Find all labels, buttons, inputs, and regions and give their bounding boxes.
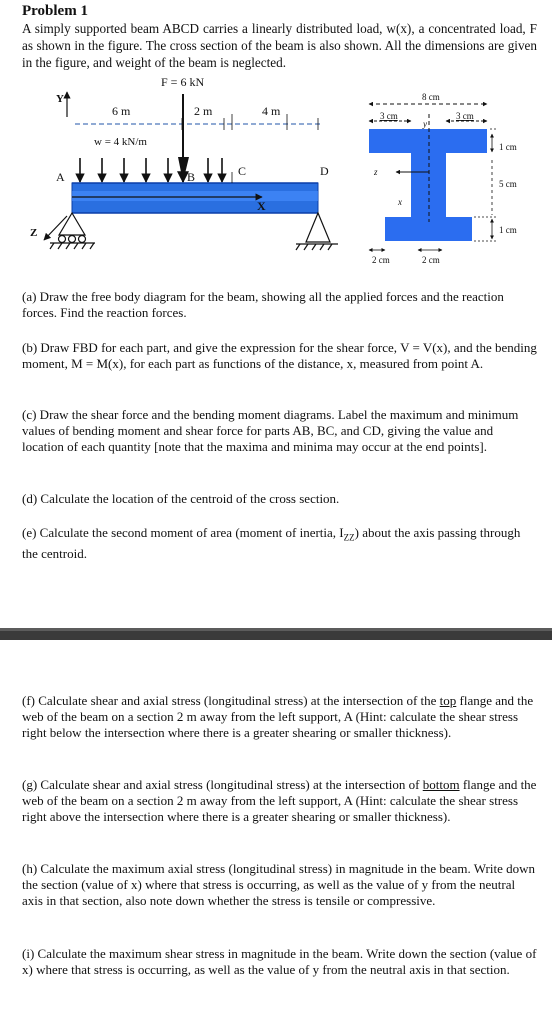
load-label: w = 4 kN/m — [94, 136, 147, 148]
dimension-line — [75, 104, 320, 130]
distributed-load-arrows — [80, 158, 222, 182]
pin-support-a — [50, 213, 95, 249]
problem-title: Problem 1 — [22, 3, 88, 19]
question-d: (d) Calculate the location of the centroid of the cross section. — [22, 491, 340, 506]
cross-section — [369, 92, 517, 265]
problem-intro: A simply supported beam ABCD carries a linearly distributed load, w(x), a concentrated load, F as shown in the figure. The cross section of the beam is also shown. All the dimensions are given in the figure, and weight of the beam is neglected. — [22, 21, 537, 70]
page-divider — [0, 628, 552, 640]
flange-width-label: 8 cm — [422, 92, 440, 102]
question-h: (h) Calculate the maximum axial stress (longitudinal stress) in magnitude in the beam. Write down the section (value of x) where that stress is occurring, as well as the value of y from the neutral axis in that section, also note down whether the stress is tensile or compressive. — [22, 861, 535, 908]
z-axis — [30, 216, 67, 240]
point-d-label: D — [320, 164, 329, 178]
web-width-label: 2 cm — [372, 255, 390, 265]
section-z-label: z — [374, 167, 378, 177]
dim-ab: 6 m — [112, 104, 131, 118]
flange-right-label: 3 cm — [456, 111, 474, 121]
question-a: (a) Draw the free body diagram for the beam, showing all the applied forces and the reaction forces. Find the reaction forces. — [22, 289, 504, 320]
top-thickness-label: 1 cm — [499, 142, 517, 152]
web-height-label: 5 cm — [499, 179, 517, 189]
force-label: F = 6 kN — [161, 75, 205, 89]
svg-text:Y: Y — [56, 93, 64, 105]
bottom-thickness-label: 1 cm — [499, 225, 517, 235]
question-b: (b) Draw FBD for each part, and give the expression for the shear force, V = V(x), and the bending moment, M = M(x), for each part as functions of the distance, x, measured from point A. — [22, 340, 537, 371]
svg-text:X: X — [257, 199, 266, 213]
flange-left-label: 3 cm — [380, 111, 398, 121]
beam-figure — [0, 72, 552, 282]
dim-cd: 4 m — [262, 104, 281, 118]
question-i: (i) Calculate the maximum shear stress in magnitude in the beam. Write down the section (value of x) where that stress is occurring, as well as the value of y from the neutral axis in that section. — [22, 946, 537, 977]
point-b-label: B — [187, 170, 196, 184]
y-axis — [56, 92, 67, 117]
support-d — [296, 213, 338, 250]
question-c: (c) Draw the shear force and the bending moment diagrams. Label the maximum and minimum values of bending moment and shear force for parts AB, BC, and CD, giving the value and location of each quantity [note that the maxima and minima may occur at the end points]. — [22, 407, 519, 454]
point-c-label: C — [238, 164, 247, 178]
concentrated-force-arrow — [178, 94, 189, 182]
question-f: (f) Calculate shear and axial stress (longitudinal stress) at the intersection of the top flange and the web of the beam on a section 2 m away from the left support, A (Hint: calculate the shear stress right below the intersection where there is a greater shearing or smaller thickness). — [22, 693, 534, 740]
section-y-label: y — [423, 119, 427, 129]
svg-text:Z: Z — [30, 227, 38, 239]
section-x-label: x — [398, 197, 402, 207]
question-e: (e) Calculate the second moment of area (moment of inertia, $I_{ZZ}$) about the axis passing through the centroid. — [22, 525, 521, 561]
question-g: (g) Calculate shear and axial stress (longitudinal stress) at the intersection of bottom flange and the web of the beam on a section 2 m away from the left support, A (Hint: calculate the shear stress right above the intersection where there is a greater shearing or smaller thickness). — [22, 777, 537, 824]
dim-bc: 2 m — [194, 104, 213, 118]
bottom-web-width-label: 2 cm — [422, 255, 440, 265]
point-a-label: A — [56, 170, 65, 184]
